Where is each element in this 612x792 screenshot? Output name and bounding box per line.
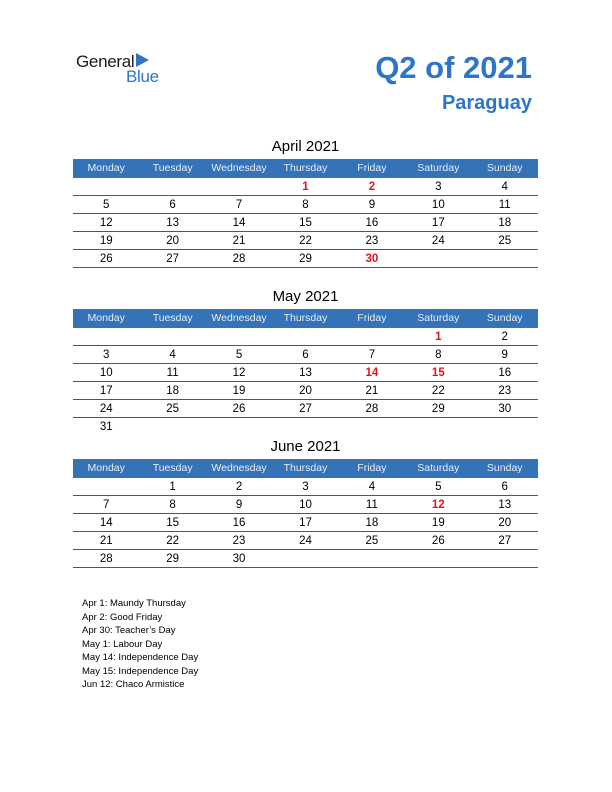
weekday-label: Monday — [87, 162, 125, 174]
day-cell: 10 — [99, 367, 113, 379]
week-row — [73, 382, 538, 400]
holiday-day-cell: 14 — [365, 367, 379, 379]
day-cell: 12 — [99, 217, 113, 229]
day-cell: 25 — [365, 535, 379, 547]
holiday-note: May 14: Independence Day — [82, 652, 199, 663]
day-cell — [272, 328, 338, 345]
day-cell: 7 — [368, 349, 376, 361]
weekday-label: Tuesday — [152, 462, 193, 474]
holiday-note: Jun 12: Chaco Armistice — [82, 679, 185, 690]
holiday-day-cell: 15 — [431, 367, 445, 379]
week-row — [73, 532, 538, 550]
weekday-label: Sunday — [486, 162, 523, 174]
page-title: Q2 of 2021 — [375, 50, 532, 85]
day-cell: 27 — [166, 253, 180, 265]
day-cell — [206, 178, 272, 195]
day-cell: 19 — [232, 385, 246, 397]
day-cell: 2 — [235, 481, 243, 493]
weekday-label: Tuesday — [152, 312, 193, 324]
day-cell: 25 — [498, 235, 512, 247]
day-cell — [139, 418, 205, 435]
weekday-label: Friday — [357, 462, 387, 474]
day-cell: 7 — [235, 199, 243, 211]
holiday-note: May 15: Independence Day — [82, 665, 199, 677]
weekday-label: Tuesday — [152, 162, 193, 174]
month-april — [73, 137, 538, 268]
day-cell: 13 — [498, 499, 512, 511]
day-cell: 20 — [498, 517, 512, 529]
day-cell: 29 — [166, 553, 180, 565]
day-cell: 20 — [299, 385, 312, 397]
week-row — [73, 400, 538, 418]
weekday-header — [73, 309, 538, 328]
day-cell: 22 — [166, 535, 180, 547]
holiday-note: Apr 2: Good Friday — [82, 611, 163, 623]
month-title: June 2021 — [270, 438, 341, 455]
weekday-label: Friday — [357, 312, 387, 324]
holiday-note: May 1: Labour Day — [82, 638, 163, 650]
week-row — [73, 232, 538, 250]
day-cell: 27 — [299, 403, 312, 415]
day-cell: 18 — [166, 385, 180, 397]
weekday-label: Wednesday — [211, 162, 267, 174]
day-cell: 16 — [365, 217, 379, 229]
week-row — [73, 550, 538, 568]
day-cell: 6 — [501, 481, 508, 493]
weekday-label: Saturday — [417, 312, 460, 324]
day-cell: 12 — [232, 367, 246, 379]
month-title: April 2021 — [271, 138, 340, 155]
day-cell: 29 — [431, 403, 445, 415]
day-cell — [272, 550, 338, 567]
week-row — [73, 196, 538, 214]
weekday-label: Sunday — [486, 312, 523, 324]
weekday-label: Saturday — [417, 462, 460, 474]
day-cell: 18 — [498, 217, 512, 229]
day-cell: 23 — [232, 535, 246, 547]
day-cell: 26 — [431, 535, 445, 547]
day-cell: 2 — [501, 331, 508, 343]
weekday-label: Monday — [87, 462, 125, 474]
holiday-note: Apr 30: Teacher’s Day — [82, 625, 176, 636]
holiday-day-cell: 2 — [368, 181, 376, 193]
weekday-header — [73, 159, 538, 178]
day-cell: 24 — [99, 403, 113, 415]
day-cell: 27 — [498, 535, 512, 547]
day-cell: 13 — [166, 217, 180, 229]
day-cell: 31 — [99, 421, 113, 433]
weekday-label: Wednesday — [211, 462, 267, 474]
day-cell: 25 — [166, 403, 180, 415]
week-row — [73, 478, 538, 496]
holiday-day-cell: 30 — [365, 253, 379, 265]
day-cell — [206, 418, 272, 435]
weekday-label: Saturday — [417, 162, 460, 174]
weekday-label: Thursday — [283, 162, 328, 174]
holiday-list — [82, 597, 198, 692]
day-cell: 5 — [235, 349, 243, 361]
weekday-label: Wednesday — [211, 312, 267, 324]
day-cell: 9 — [235, 499, 243, 511]
day-cell: 28 — [99, 553, 113, 565]
day-cell: 3 — [103, 349, 110, 361]
weekday-header — [73, 459, 538, 478]
day-cell — [472, 418, 538, 435]
day-cell — [139, 178, 205, 195]
day-cell: 14 — [99, 517, 113, 529]
day-cell: 1 — [169, 481, 176, 493]
day-cell: 15 — [166, 517, 180, 529]
day-cell — [339, 550, 405, 567]
day-cell — [472, 250, 538, 267]
day-cell: 6 — [302, 349, 309, 361]
day-cell: 28 — [365, 403, 379, 415]
day-cell: 3 — [435, 181, 442, 193]
day-cell: 23 — [365, 235, 379, 247]
day-cell: 21 — [232, 235, 246, 247]
day-cell: 26 — [232, 403, 246, 415]
holiday-day-cell: 12 — [431, 499, 445, 511]
day-cell — [139, 328, 205, 345]
day-cell — [405, 550, 471, 567]
holiday-day-cell: 1 — [302, 181, 309, 193]
day-cell: 17 — [431, 217, 445, 229]
holiday-day-cell: 1 — [435, 331, 442, 343]
day-cell — [206, 328, 272, 345]
month-title: May 2021 — [272, 288, 339, 305]
day-cell: 4 — [368, 481, 376, 493]
day-cell: 19 — [431, 517, 445, 529]
day-cell: 26 — [99, 253, 113, 265]
day-cell: 3 — [302, 481, 309, 493]
day-cell: 22 — [431, 385, 445, 397]
day-cell: 6 — [169, 199, 176, 211]
day-cell: 18 — [365, 517, 379, 529]
weekday-label: Friday — [357, 162, 387, 174]
day-cell: 29 — [299, 253, 312, 265]
weekday-label: Monday — [87, 312, 125, 324]
day-cell: 11 — [498, 199, 511, 211]
holiday-note: Apr 1: Maundy Thursday — [82, 598, 186, 609]
logo-flag-icon — [136, 53, 150, 67]
day-cell: 30 — [498, 403, 512, 415]
logo-blue-text: Blue — [126, 67, 159, 86]
week-row — [73, 418, 538, 435]
day-cell: 24 — [299, 535, 312, 547]
day-cell: 24 — [431, 235, 445, 247]
day-cell: 28 — [232, 253, 246, 265]
day-cell: 10 — [431, 199, 445, 211]
day-cell: 23 — [498, 385, 512, 397]
day-cell: 22 — [299, 235, 312, 247]
day-cell: 15 — [299, 217, 312, 229]
day-cell: 5 — [103, 199, 110, 211]
day-cell: 16 — [498, 367, 512, 379]
day-cell: 17 — [299, 517, 312, 529]
day-cell: 20 — [166, 235, 180, 247]
day-cell — [73, 478, 139, 495]
day-cell: 14 — [232, 217, 246, 229]
day-cell: 8 — [302, 199, 309, 211]
day-cell: 11 — [166, 367, 179, 379]
week-row — [73, 250, 538, 268]
weekday-label: Thursday — [283, 312, 328, 324]
day-cell — [73, 178, 139, 195]
day-cell: 5 — [435, 481, 442, 493]
day-cell: 17 — [99, 385, 113, 397]
day-cell: 19 — [99, 235, 113, 247]
month-may — [73, 287, 538, 435]
week-row — [73, 346, 538, 364]
weekday-label: Thursday — [283, 462, 328, 474]
day-cell — [405, 250, 471, 267]
day-cell: 21 — [99, 535, 113, 547]
day-cell: 9 — [501, 349, 508, 361]
logo — [76, 52, 176, 88]
week-row — [73, 364, 538, 382]
day-cell — [339, 328, 405, 345]
weekday-label: Sunday — [486, 462, 523, 474]
day-cell: 7 — [103, 499, 110, 511]
day-cell: 4 — [501, 181, 508, 193]
logo-general-text: General — [76, 52, 135, 71]
day-cell: 9 — [368, 199, 376, 211]
week-row — [73, 328, 538, 346]
month-june — [73, 437, 538, 568]
day-cell: 11 — [365, 499, 378, 511]
week-row — [73, 214, 538, 232]
day-cell: 8 — [435, 349, 442, 361]
day-cell: 13 — [299, 367, 312, 379]
week-row — [73, 178, 538, 196]
day-cell: 30 — [232, 553, 246, 565]
day-cell: 4 — [169, 349, 176, 361]
day-cell — [339, 418, 405, 435]
day-cell: 8 — [169, 499, 176, 511]
week-row — [73, 514, 538, 532]
day-cell: 21 — [365, 385, 379, 397]
day-cell — [472, 550, 538, 567]
day-cell — [272, 418, 338, 435]
country-title: Paraguay — [441, 92, 532, 114]
day-cell — [73, 328, 139, 345]
day-cell: 16 — [232, 517, 246, 529]
week-row — [73, 496, 538, 514]
day-cell: 10 — [299, 499, 312, 511]
day-cell — [405, 418, 471, 435]
